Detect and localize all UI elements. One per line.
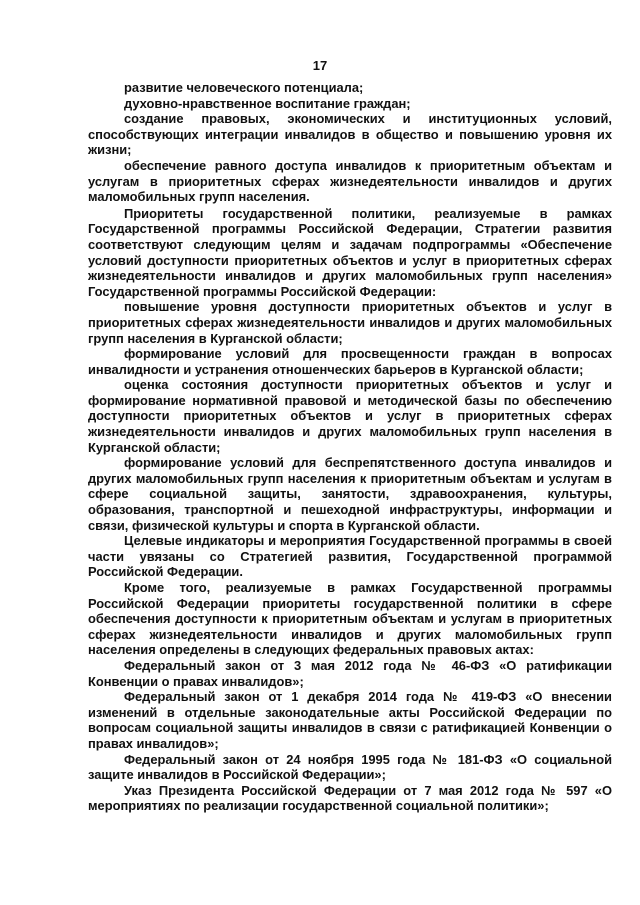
page-number: 17 [312, 58, 328, 73]
paragraph-2: духовно-нравственное воспитание граждан; [124, 95, 411, 111]
paragraph-1: развитие человеческого потенциала; [124, 80, 364, 95]
paragraph-10: Целевые индикаторы и мероприятия Государственной программы в своей части увязаны со Стратегией развития, Государственной программой Российской Федерации. [88, 533, 612, 580]
page-body [88, 80, 612, 814]
paragraph-4: обеспечение равного доступа инвалидов к приоритетным объектам и услугам в приоритетных сферах жизнедеятельности инвалидов и других маломобильных групп населения. [88, 157, 612, 205]
paragraph-14: Федеральный закон от 24 ноября 1995 года № 181-ФЗ «О социальной защите инвалидов в Российской Федерации»; [88, 751, 612, 783]
paragraph-6: повышение уровня доступности приоритетных объектов и услуг в приоритетных сферах жизнедеятельности инвалидов и других маломобильных групп населения в Курганской области; [88, 299, 612, 346]
paragraph-11: Кроме того, реализуемые в рамках Государственной программы Российской Федерации приоритеты государственной политики в сфере обеспечения доступности к приоритетным объектам и услугам в приоритетных сферах жизнедеятельности инвалидов и других маломобильных групп населения определены в следующих федеральных правовых актах: [88, 580, 612, 658]
paragraph-13: Федеральный закон от 1 декабря 2014 года № 419-ФЗ «О внесении изменений в отдельные законодательные акты Российской Федерации по вопросам социальной защиты инвалидов в связи с ратификацией Конвенции о правах инвалидов»; [88, 689, 612, 751]
paragraph-3: создание правовых, экономических и институционных условий, способствующих интеграции инвалидов в общество и повышению уровня их жизни; [88, 111, 612, 158]
paragraph-12: Федеральный закон от 3 мая 2012 года № 46-ФЗ «О ратификации Конвенции о правах инвалидов»; [88, 657, 612, 689]
paragraph-8: оценка состояния доступности приоритетных объектов и услуг и формирование нормативной правовой и методической базы по обеспечению доступности приоритетных объектов и услуг в приоритетных сферах жизнедеятельности инвалидов и других маломобильных групп населения в Курганской области; [88, 377, 612, 455]
paragraph-7: формирование условий для просвещенности граждан в вопросах инвалидности и устранения отношенческих барьеров в Курганской области; [88, 346, 612, 377]
paragraph-15: Указ Президента Российской Федерации от 7 мая 2012 года № 597 «О мероприятиях по реализации государственной социальной политики»; [88, 782, 612, 814]
paragraph-5: Приоритеты государственной политики, реализуемые в рамках Государственной программы Российской Федерации, Стратегии развития соответствуют следующим целям и задачам подпрограммы «Обеспечение условий доступности приоритетных объектов и услуг в приоритетных сферах жизнедеятельности инвалидов и других маломобильных групп населения» Государственной программы Российской Федерации: [88, 205, 612, 299]
paragraph-9: формирование условий для беспрепятственного доступа инвалидов и других маломобильных групп населения к приоритетным объектам и услугам в сфере социальной защиты, занятости, здравоохранения, культуры, образования, транспортной и пешеходной инфраструктуры, информации и связи, физической культуры и спорта в Курганской области. [88, 455, 612, 533]
